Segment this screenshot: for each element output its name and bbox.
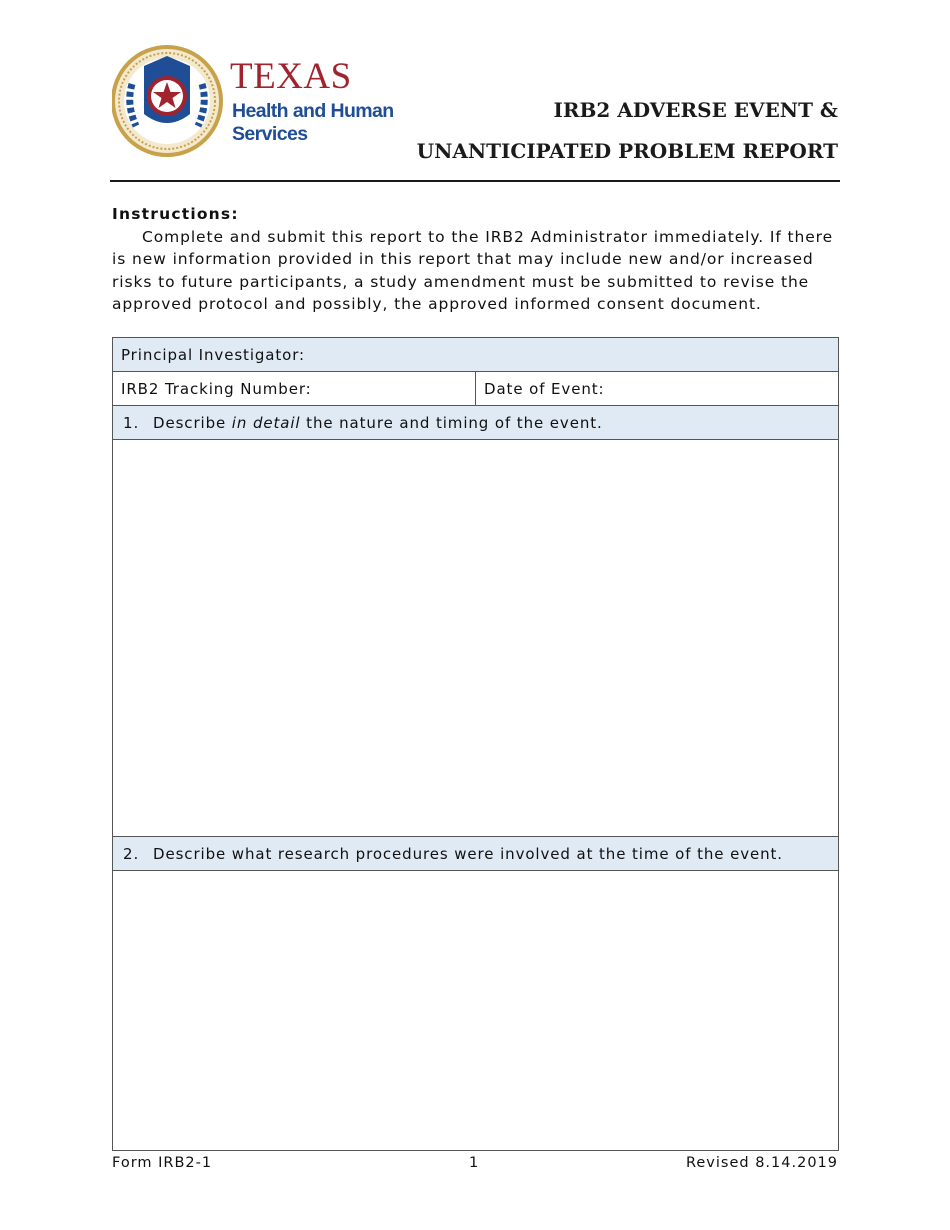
question-2-header [113,837,839,871]
page-title-line-2: UNANTICIPATED PROBLEM REPORT [416,139,838,163]
footer-form-id: Form IRB2-1 [112,1155,213,1171]
date-of-event-label: Date of Event: [484,379,605,398]
question-1-emphasis: in detail [231,413,301,432]
question-1-answer-area[interactable] [113,440,839,837]
principal-investigator-label: Principal Investigator: [121,345,306,364]
header-divider [110,180,840,182]
texas-seal-icon [112,44,224,158]
footer-page-number: 1 [469,1155,480,1171]
instructions-heading: Instructions: [112,205,239,223]
texas-hhs-logo [112,44,402,158]
question-1-prefix: Describe [153,413,232,432]
instructions-text: Complete and submit this report to the IRB2 Administrator immediately. If there is new information provided in this report that may include new and/or increased risks to future participants, a study amendment must be submitted to revise the approved protocol and possibly, the approved informed consent document. [112,228,834,313]
footer-revised-date: Revised 8.14.2019 [685,1155,838,1171]
question-2-number: 2. [123,844,140,863]
tracking-number-label: IRB2 Tracking Number: [121,379,312,398]
logo-subtitle: Health and Human Services [232,100,394,145]
question-1-suffix: the nature and timing of the event. [300,413,603,432]
question-2-text: Describe what research procedures were involved at the time of the event. [153,844,783,863]
question-1-header [113,406,839,440]
page-title-line-1: IRB2 ADVERSE EVENT & [553,98,838,122]
question-1-number: 1. [123,413,140,432]
principal-investigator-field[interactable] [113,338,839,372]
report-form [112,337,839,1151]
date-of-event-field[interactable] [476,372,839,406]
question-2-answer-area[interactable] [113,871,839,1151]
tracking-number-field[interactable] [113,372,476,406]
logo-wordmark: TEXAS [230,56,352,97]
